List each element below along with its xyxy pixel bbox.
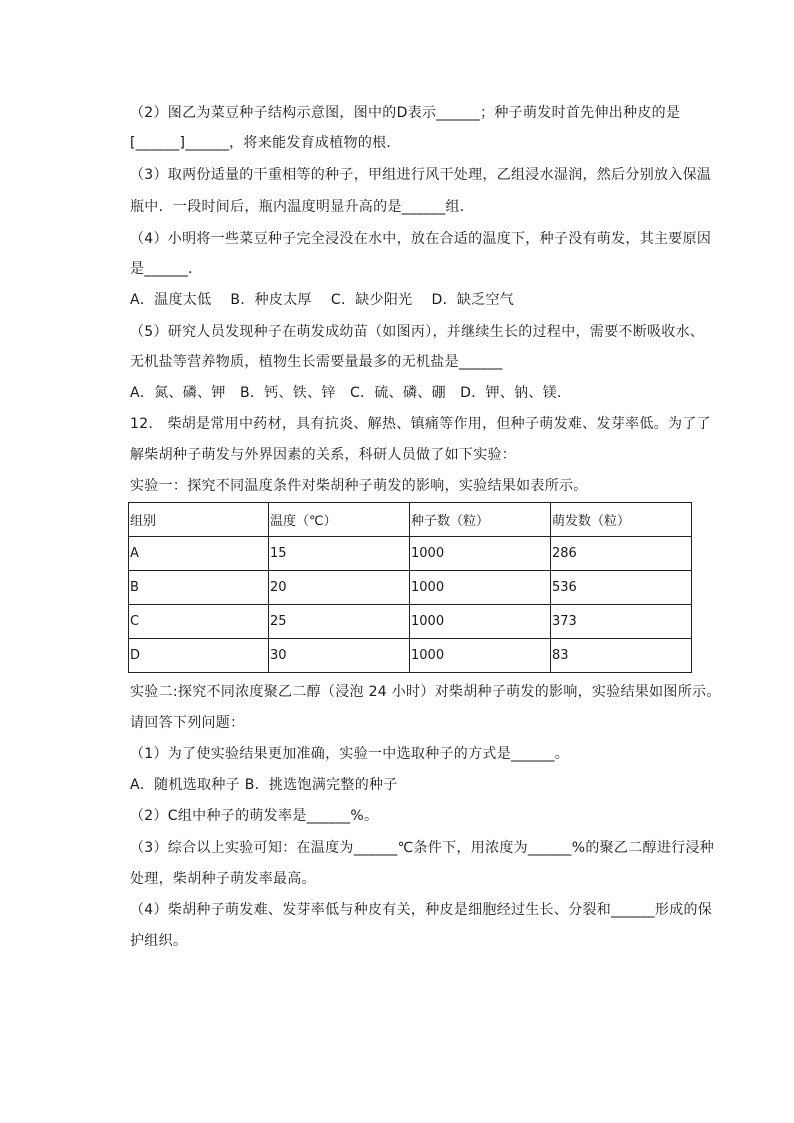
table-row (129, 571, 692, 605)
q11-part5-line1: （5）研究人员发现种子在萌发成幼苗（如图丙），并继续生长的过程中，需要不断吸收水、 (130, 324, 705, 340)
table-cell: 536 (551, 571, 692, 605)
q11-part5-options: A．氮、磷、钾 B．钙、铁、锌 C．硫、磷、硼 D．钾、钠、镁． (130, 385, 572, 401)
q12-part4-line1: （4）柴胡种子萌发难、发芽率低与种皮有关，种皮是细胞经过生长、分裂和______形成的保 (130, 902, 713, 918)
table-cell: 373 (551, 605, 692, 639)
q11-part2-line1: （2）图乙为菜豆种子结构示意图，图中的D表示______；种子萌发时首先伸出种皮的是 (130, 105, 681, 121)
q12-part2: （2）C组中种子的萌发率是______%。 (130, 808, 379, 824)
germination-table (128, 502, 692, 673)
table-cell: 1000 (410, 605, 551, 639)
table-cell: 1000 (410, 639, 551, 673)
q12-part1-options: A．随机选取种子 B．挑选饱满完整的种子 (130, 777, 398, 793)
q11-part3-line2: 瓶中．一段时间后，瓶内温度明显升高的是______组． (130, 199, 475, 215)
table-cell: 286 (551, 537, 692, 571)
q11-part5-line2: 无机盐等营养物质，植物生长需要量最多的无机盐是______ (130, 354, 503, 370)
q12-part4-line2: 护组织。 (130, 933, 188, 949)
table-cell: 20 (269, 571, 410, 605)
q11-part4-options: A．温度太低 B．种皮太厚 C．缺少阳光 D．缺乏空气 (130, 292, 515, 308)
q11-part3-line1: （3）取两份适量的干重相等的种子，甲组进行风干处理，乙组浸水湿润，然后分别放入保温 (130, 167, 712, 183)
experiment-one-text: 实验一：探究不同温度条件对柴胡种子萌发的影响，实验结果如表所示。 (130, 478, 588, 494)
table-cell: 25 (269, 605, 410, 639)
table-row (129, 537, 692, 571)
table-cell: 1000 (410, 571, 551, 605)
table-cell: C (129, 605, 269, 639)
q11-part2-line2: [______]______，将来能发育成植物的根． (130, 135, 401, 151)
q12-part3-line2: 处理，柴胡种子萌发率最高。 (130, 871, 316, 887)
table-row (129, 639, 692, 673)
q11-part4-line1: （4）小明将一些菜豆种子完全浸没在水中，放在合适的温度下，种子没有萌发，其主要原因 (130, 231, 712, 247)
experiment-two-text: 实验二:探究不同浓度聚乙二醇（浸泡 24 小时）对柴胡种子萌发的影响，实验结果如图所示。 (130, 684, 721, 700)
table-cell: 83 (551, 639, 692, 673)
q12-intro-line1: 12. 柴胡是常用中药材，具有抗炎、解热、镇痛等作用，但种子萌发难、发芽率低。为了了 (130, 416, 711, 432)
table-cell: A (129, 537, 269, 571)
table-header-row (129, 503, 692, 537)
table-cell: B (129, 571, 269, 605)
q12-intro-line2: 解柴胡种子萌发与外界因素的关系，科研人员做了如下实验： (130, 447, 517, 463)
table-header-cell: 萌发数（粒） (551, 503, 692, 537)
q12-part3-line1: （3）综合以上实验可知：在温度为______℃条件下，用浓度为______%的聚乙二醇进行浸种 (130, 840, 715, 856)
q12-part1: （1）为了使实验结果更加准确，实验一中选取种子的方式是______。 (130, 746, 570, 762)
table-cell: 15 (269, 537, 410, 571)
table-header-cell: 组别 (129, 503, 269, 537)
table-cell: D (129, 639, 269, 673)
table-cell: 30 (269, 639, 410, 673)
table-cell: 1000 (410, 537, 551, 571)
table-header-cell: 温度（℃） (269, 503, 410, 537)
q11-part4-line2: 是______． (130, 261, 203, 277)
answer-prompt: 请回答下列问题： (130, 715, 245, 731)
table-header-cell: 种子数（粒） (410, 503, 551, 537)
table-row (129, 605, 692, 639)
